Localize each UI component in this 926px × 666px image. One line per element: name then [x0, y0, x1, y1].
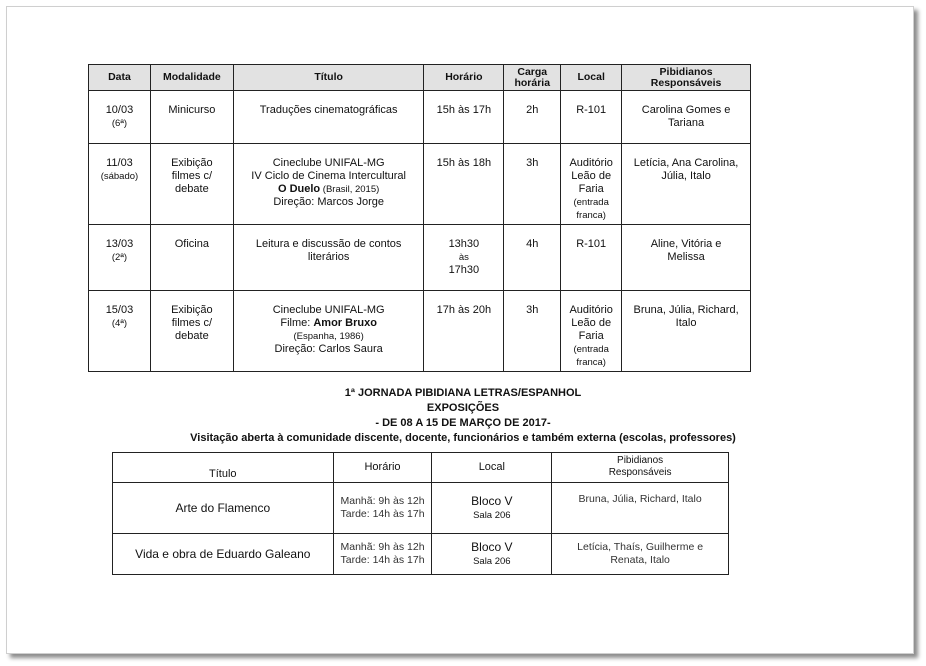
responsibles-line: Bruna, Júlia, Richard, Italo [578, 493, 702, 505]
title-cell [233, 291, 424, 372]
section-title: EXPOSIÇÕES [426, 402, 500, 414]
date-cell [89, 291, 151, 372]
place-note: franca) [576, 357, 606, 368]
schedule-table [88, 64, 751, 372]
responsibles-line: Renata, Italo [610, 554, 670, 566]
modality-line: debate [175, 183, 209, 195]
responsibles-line: Melissa [667, 251, 705, 263]
responsibles-cell [622, 291, 751, 372]
film-note: (Espanha, 1986) [293, 331, 364, 342]
weekday: (sábado) [100, 171, 139, 182]
place-cell [561, 144, 622, 225]
table-row [89, 91, 751, 144]
film-title: Amor Bruxo [313, 317, 377, 329]
schedule-header-row [89, 65, 751, 91]
table-row [89, 144, 751, 225]
header-load-line2: horária [514, 76, 551, 89]
header-load-line1: Carga [517, 65, 548, 78]
place-cell [432, 483, 552, 534]
title-line: Traduções cinematográficas [259, 104, 398, 116]
responsibles-line: Tariana [668, 117, 705, 129]
date-cell [89, 91, 151, 144]
time-cell [333, 483, 432, 534]
weekday: (6ª) [111, 118, 128, 129]
responsibles-cell [622, 144, 751, 225]
modality-line: filmes c/ [171, 170, 213, 182]
title-line: Cineclube UNIFAL-MG [272, 304, 385, 316]
title-cell [233, 225, 424, 291]
load-cell [504, 291, 561, 372]
responsibles-line: Aline, Vitória e [650, 238, 722, 250]
block: Bloco V [471, 493, 513, 508]
date-cell [89, 144, 151, 225]
date: 15/03 [105, 304, 134, 316]
load: 4h [526, 238, 539, 250]
time-cell [333, 534, 432, 575]
load-cell [504, 144, 561, 225]
table-row [89, 225, 751, 291]
director: Direção: Marcos Jorge [273, 196, 384, 208]
place-line: Faria [578, 183, 604, 195]
time-cell [424, 91, 504, 144]
responsibles-line: Bruna, Júlia, Richard, [633, 304, 739, 316]
header-time: Horário [424, 65, 504, 91]
table-row [113, 483, 729, 534]
modality-cell [150, 91, 233, 144]
title-cell [233, 91, 424, 144]
film-note: (Brasil, 2015) [320, 184, 380, 195]
title-cell [233, 144, 424, 225]
modality: Minicurso [168, 104, 216, 116]
header-place: Local [561, 65, 622, 91]
responsibles-line: Júlia, Italo [661, 170, 711, 182]
header-title: Título [233, 65, 424, 91]
modality: Oficina [174, 238, 209, 250]
header-modality: Modalidade [150, 65, 233, 91]
place-note: (entrada [573, 197, 609, 208]
load-cell [504, 91, 561, 144]
block: Bloco V [471, 539, 513, 554]
table-row [89, 291, 751, 372]
modality-line: debate [175, 330, 209, 342]
title-line: literários [307, 251, 350, 263]
load: 2h [526, 104, 539, 116]
date: 10/03 [105, 104, 134, 116]
modality-line: Exibição [171, 304, 213, 316]
exhibition-title: Vida e obra de Eduardo Galeano [113, 534, 334, 575]
time-cell [424, 225, 504, 291]
table-row [113, 534, 729, 575]
header-resp-line2: Responsáveis [608, 466, 672, 478]
weekday: (4ª) [111, 318, 128, 329]
responsibles-cell [622, 225, 751, 291]
header-resp-line1: Pibidianos [617, 454, 664, 466]
place-line: Faria [578, 330, 604, 342]
place-line: Leão de [571, 317, 612, 329]
header-resp-line1: Pibidianos [659, 65, 713, 78]
place: R-101 [576, 238, 607, 250]
time: 15h às 17h [436, 104, 492, 116]
place-cell [432, 534, 552, 575]
header-date: Data [89, 65, 151, 91]
modality-line: filmes c/ [171, 317, 213, 329]
film-label: Filme: [280, 317, 314, 329]
modality-cell [150, 225, 233, 291]
room: Sala 206 [473, 555, 511, 567]
director: Direção: Carlos Saura [274, 343, 383, 355]
place-cell [561, 91, 622, 144]
header-place: Local [432, 453, 552, 483]
time-afternoon: Tarde: 14h às 17h [340, 508, 425, 520]
header-responsibles [622, 65, 751, 91]
title-line: Cineclube UNIFAL-MG [272, 157, 385, 169]
place-cell [561, 291, 622, 372]
exhibition-title: Arte do Flamenco [113, 483, 334, 534]
responsibles-line: Italo [675, 317, 697, 329]
load-cell [504, 225, 561, 291]
time-cell [424, 144, 504, 225]
date: 13/03 [105, 238, 134, 250]
header-load [504, 65, 561, 91]
header-resp-line2: Responsáveis [650, 76, 722, 89]
place-note: franca) [576, 210, 606, 221]
responsibles-line: Letícia, Ana Carolina, [633, 157, 739, 169]
responsibles-cell [552, 534, 729, 575]
time-cell [424, 291, 504, 372]
date-cell [89, 225, 151, 291]
time-line: 13h30 [448, 238, 480, 250]
modality-cell [150, 291, 233, 372]
responsibles-line: Letícia, Thaís, Guilherme e [577, 541, 704, 553]
responsibles-cell [622, 91, 751, 144]
time-morning: Manhã: 9h às 12h [340, 541, 425, 553]
time-morning: Manhã: 9h às 12h [340, 495, 425, 507]
time: 15h às 18h [436, 157, 492, 169]
place: R-101 [576, 104, 607, 116]
place-line: Auditório [569, 157, 613, 169]
place-cell [561, 225, 622, 291]
responsibles-cell [552, 483, 729, 534]
date: 11/03 [106, 157, 133, 169]
title-line: Leitura e discussão de contos [255, 238, 402, 250]
exhibitions-header-row [113, 453, 729, 483]
weekday: (2ª) [111, 252, 128, 263]
time-line: 17h30 [448, 264, 480, 276]
header-time: Horário [333, 453, 432, 483]
place-note: (entrada [573, 344, 609, 355]
place-line: Leão de [571, 170, 612, 182]
title-line: IV Ciclo de Cinema Intercultural [251, 170, 406, 182]
event-title: 1ª JORNADA PIBIDIANA LETRAS/ESPANHOL [344, 387, 582, 399]
header-title: Título [113, 453, 334, 483]
time: 17h às 20h [436, 304, 492, 316]
responsibles-line: Carolina Gomes e [641, 104, 731, 116]
room: Sala 206 [473, 509, 511, 521]
visitation-note: Visitação aberta à comunidade discente, docente, funcionários e também externa (escolas, professores) [190, 432, 736, 444]
time-afternoon: Tarde: 14h às 17h [340, 554, 425, 566]
time-line: às [458, 252, 469, 263]
modality-cell [150, 144, 233, 225]
load: 3h [526, 304, 539, 316]
load: 3h [526, 157, 539, 169]
modality-line: Exibição [171, 157, 213, 169]
date-range: - DE 08 A 15 DE MARÇO DE 2017- [375, 417, 551, 429]
film-title: O Duelo [277, 183, 321, 195]
header-responsibles [552, 453, 729, 483]
place-line: Auditório [569, 304, 613, 316]
exhibitions-table [112, 452, 729, 575]
